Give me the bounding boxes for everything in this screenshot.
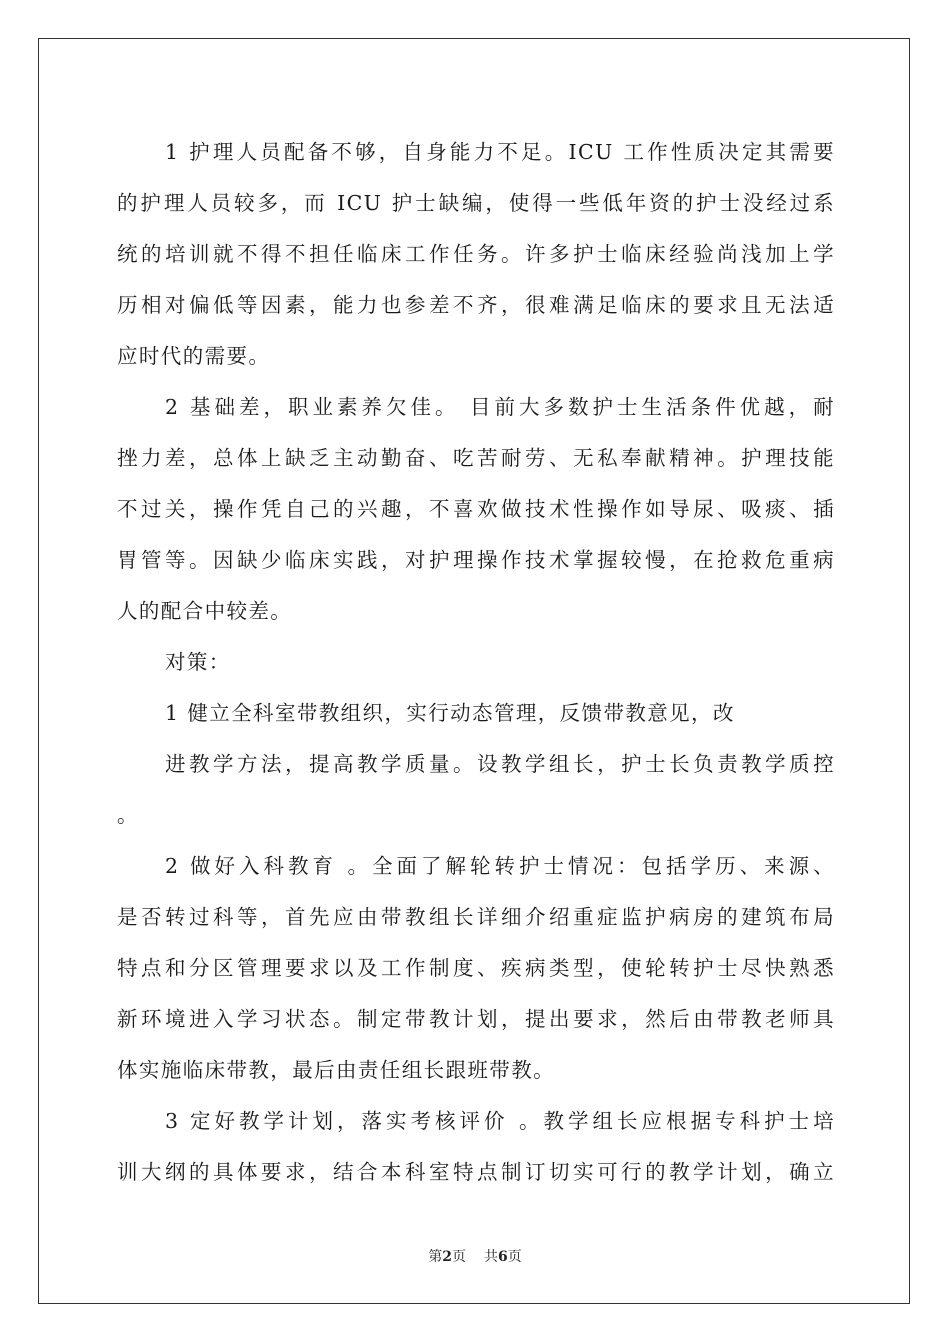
text-line: 的护理人员较多，而 ICU 护士缺编，使得一些低年资的护士没经过系 [117,191,835,215]
text-line: 3 定好教学计划，落实考核评价 。教学组长应根据专科护士培 [165,1109,835,1133]
paragraph-orientation [117,841,835,1096]
page-number: 2 [442,1249,452,1265]
text-line: 1 健立全科室带教组织，实行动态管理，反馈带教意见，改 [165,701,735,725]
paragraph-foundation [117,382,835,637]
page-unit: 页 [452,1249,466,1265]
text-line: 挫力差，总体上缺乏主动勤奋、吃苦耐劳、无私奉献精神。护理技能 [117,446,835,470]
text-line: 人的配合中较差。 [117,599,293,623]
text-line: 胃管等。因缺少临床实践，对护理操作技术掌握较慢，在抢救危重病 [117,548,835,572]
total-unit: 页 [507,1249,522,1265]
page-prefix: 第 [428,1249,443,1265]
paragraph-teaching-plan [117,1096,835,1198]
text-line: 应时代的需要。 [117,344,271,368]
text-line: 体实施临床带教，最后由责任组长跟班带教。 [117,1058,555,1082]
document-body [117,127,835,1198]
text-line: 统的培训就不得不担任临床工作任务。许多护士临床经验尚浅加上学 [117,242,835,266]
text-line: 训大纲的具体要求，结合本科室特点制订切实可行的教学计划，确立 [117,1160,835,1184]
text-line: 2 做好入科教育 。全面了解轮转护士情况：包括学历、来源、 [165,854,835,878]
text-line: 。 [117,803,139,827]
text-line: 是否转过科等，首先应由带教组长详细介绍重症监护病房的建筑布局 [117,905,835,929]
paragraph-teaching-org [117,688,835,841]
text-line: 1 护理人员配备不够，自身能力不足。ICU 工作性质决定其需要 [165,140,835,164]
total-prefix: 共 [484,1249,498,1265]
total-pages: 6 [498,1249,508,1265]
page-footer [0,1246,950,1266]
paragraph-staffing [117,127,835,382]
text-line: 历相对偏低等因素，能力也参差不齐，很难满足临床的要求且无法适 [117,293,835,317]
section-heading: 对策： [165,650,231,674]
text-line: 不过关，操作凭自己的兴趣，不喜欢做技术性操作如导尿、吸痰、插 [117,497,835,521]
text-line: 2 基础差，职业素养欠佳。 目前大多数护士生活条件优越，耐 [165,395,835,419]
text-line: 新环境进入学习状态。制定带教计划，提出要求，然后由带教老师具 [117,1007,835,1031]
text-line: 进教学方法，提高教学质量。设教学组长，护士长负责教学质控 [165,752,835,776]
text-line: 特点和分区管理要求以及工作制度、疾病类型，使轮转护士尽快熟悉 [117,956,835,980]
